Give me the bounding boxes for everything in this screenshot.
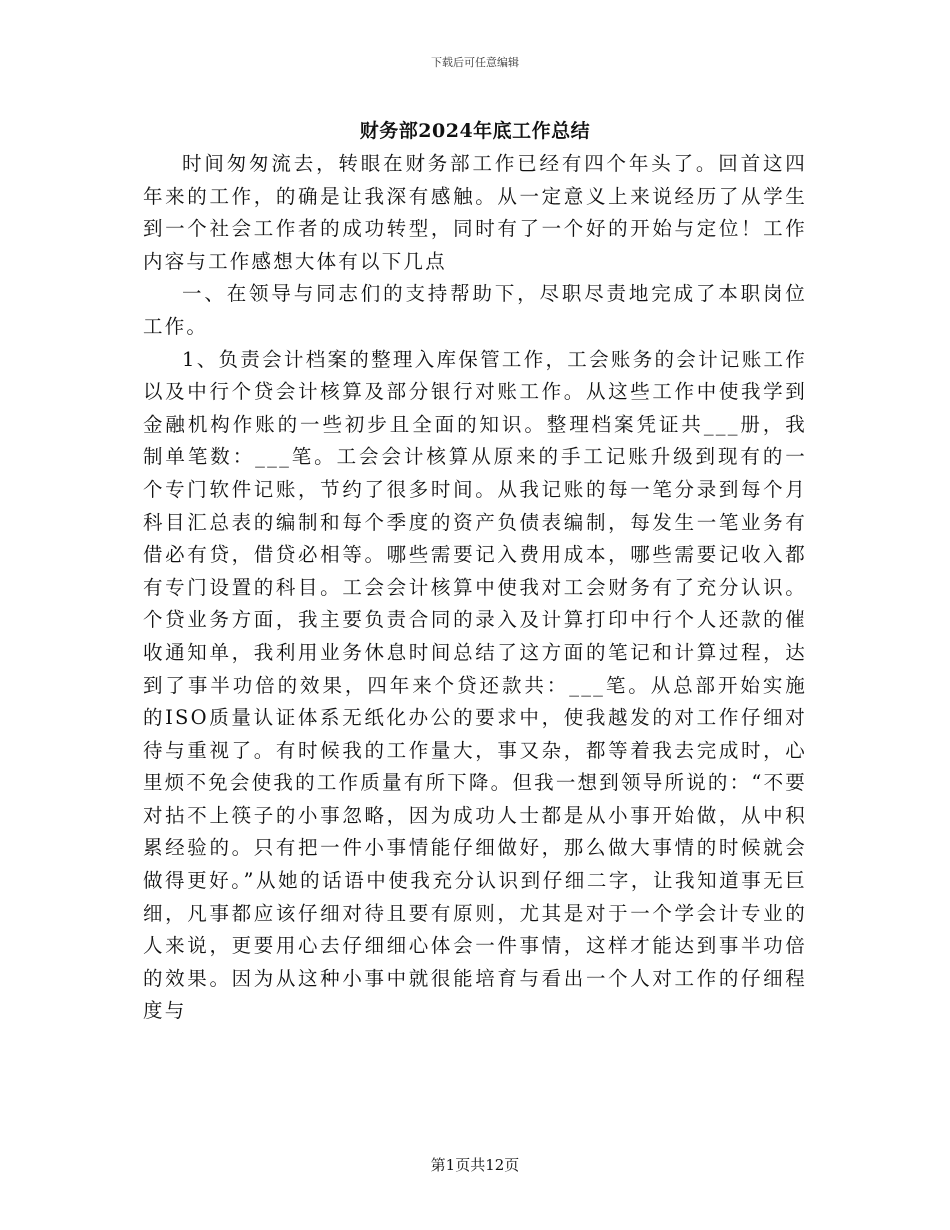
paragraph-section-one: 一、在领导与同志们的支持帮助下，尽职尽责地完成了本职岗位工作。 [143,282,807,338]
header-note: 下载后可任意编辑 [431,56,519,69]
document-title: 财务部2024年底工作总结 [359,120,591,142]
page-footer: 第1页共12页 [430,1156,520,1174]
paragraph-intro: 时间匆匆流去，转眼在财务部工作已经有四个年头了。回首这四年来的工作，的确是让我深有感触。从一定意义上来说经历了从学生到一个社会工作者的成功转型，同时有了一个好的开始与定位！工作内容与工作感想大体有以下几点 [143,152,807,273]
paragraph-item-one: 1、负责会计档案的整理入库保管工作，工会账务的会计记账工作以及中行个贷会计核算及部分银行对账工作。从这些工作中使我学到金融机构作账的一些初步且全面的知识。整理档案凭证共___册，我制单笔数：___笔。工会会计核算从原来的手工记账升级到现有的一个专门软件记账，节约了很多时间。从我记账的每一笔分录到每个月科目汇总表的编制和每个季度的资产负债表编制，每发生一笔业务有借必有贷，借贷必相等。哪些需要记入费用成本，哪些需要记收入都有专门设置的科目。工会会计核算中使我对工会财务有了充分认识。个贷业务方面，我主要负责合同的录入及计算打印中行个人还款的催收通知单，我利用业务休息时间总结了这方面的笔记和计算过程，达到了事半功倍的效果，四年来个贷还款共：___笔。从总部开始实施的ISO质量认证体系无纸化办公的要求中，使我越发的对工作仔细对待与重视了。有时候我的工作量大，事又杂，都等着我去完成时，心里烦不免会使我的工作质量有所下降。但我一想到领导所说的：“不要对拈不上筷子的小事忽略，因为成功人士都是从小事开始做，从中积累经验的。只有把一件小事情能仔细做好，那么做大事情的时候就会做得更好。”从她的话语中使我充分认识到仔细二字，让我知道事无巨细，凡事都应该仔细对待且要有原则，尤其是对于一个学会计专业的人来说，更要用心去仔细细心体会一件事情，这样才能达到事半功倍的效果。因为从这种小事中就很能培育与看出一个人对工作的仔细程度与 [143,347,807,1023]
document-body [143,148,807,1028]
